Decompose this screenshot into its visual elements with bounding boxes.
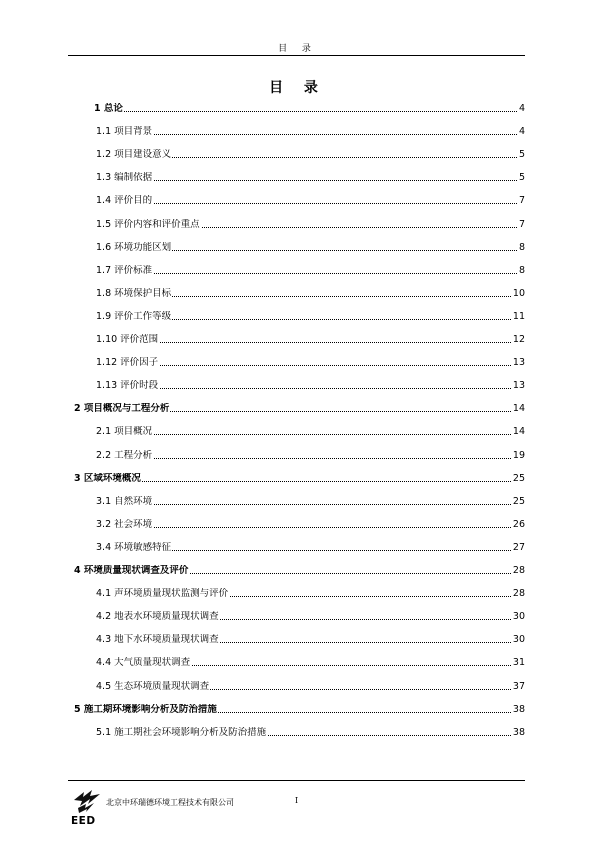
toc-entry[interactable] (96, 195, 525, 207)
toc-entry[interactable] (74, 403, 525, 415)
toc-entry-label: 1.10 评价范围 (96, 334, 159, 345)
toc-entry-label: 3.1 自然环境 (96, 496, 153, 507)
toc-entry-page: 12 (512, 334, 525, 345)
header-divider (68, 55, 525, 56)
toc-entry-page: 31 (512, 657, 525, 668)
toc-entry-page: 8 (518, 242, 525, 253)
toc-entry[interactable] (96, 357, 525, 369)
toc-entry[interactable] (94, 103, 525, 115)
toc-entry-label: 3.4 环境敏感特征 (96, 542, 172, 553)
toc-entry-label: 1.8 环境保护目标 (96, 288, 172, 299)
toc-entry-page: 13 (512, 357, 525, 368)
toc-entry-page: 28 (512, 588, 525, 599)
toc-leader-dots (96, 365, 525, 366)
toc-entry-page: 11 (512, 311, 525, 322)
toc-leader-dots (96, 342, 525, 343)
toc-entry-label: 1.3 编制依据 (96, 172, 153, 183)
toc-entry-label: 4.2 地表水环境质量现状调查 (96, 611, 219, 622)
toc-leader-dots (96, 180, 525, 181)
toc-entry[interactable] (74, 565, 525, 577)
toc-entry-page: 8 (518, 265, 525, 276)
toc-entry-page: 7 (518, 219, 525, 230)
toc-entry-label: 3 区域环境概况 (74, 473, 141, 484)
toc-leader-dots (96, 273, 525, 274)
toc-leader-dots (96, 527, 525, 528)
toc-leader-dots (96, 388, 525, 389)
toc-entry-page: 13 (512, 380, 525, 391)
toc-leader-dots (96, 434, 525, 435)
toc-entry[interactable] (96, 681, 525, 693)
toc-entry[interactable] (96, 149, 525, 161)
toc-entry-label: 4.3 地下水环境质量现状调查 (96, 634, 219, 645)
toc-entry[interactable] (96, 542, 525, 554)
footer-divider (68, 780, 525, 781)
toc-leader-dots (96, 134, 525, 135)
toc-entry-label: 1.7 评价标准 (96, 265, 153, 276)
toc-entry-page: 38 (512, 704, 525, 715)
toc-entry-label: 1.13 评价时段 (96, 380, 159, 391)
toc-entry-page: 7 (518, 195, 525, 206)
toc-entry-page: 14 (512, 403, 525, 414)
toc-entry-label: 1 总论 (94, 103, 123, 114)
toc-leader-dots (94, 111, 525, 112)
footer-page-number: I (295, 796, 299, 805)
toc-entry-page: 27 (512, 542, 525, 553)
toc-entry[interactable] (96, 634, 525, 646)
toc-leader-dots (96, 203, 525, 204)
toc-entry-page: 5 (518, 149, 525, 160)
page-header-title: 目 录 (278, 44, 317, 54)
toc-entry-label: 2.2 工程分析 (96, 450, 153, 461)
toc-entry-page: 38 (512, 727, 525, 738)
toc-entry-page: 14 (512, 426, 525, 437)
toc-entry-page: 5 (518, 172, 525, 183)
toc-entry-page: 28 (512, 565, 525, 576)
toc-entry-page: 10 (512, 288, 525, 299)
toc-entry-label: 1.4 评价目的 (96, 195, 153, 206)
toc-entry[interactable] (96, 519, 525, 531)
toc-entry-label: 2 项目概况与工程分析 (74, 403, 170, 414)
toc-entry[interactable] (74, 473, 525, 485)
toc-entry-label: 4.5 生态环境质量现状调查 (96, 681, 210, 692)
toc-entry-label: 5 施工期环境影响分析及防治措施 (74, 704, 217, 715)
toc-entry-page: 4 (518, 103, 525, 114)
toc-entry[interactable] (96, 311, 525, 323)
toc-entry[interactable] (96, 126, 525, 138)
toc-entry[interactable] (96, 496, 525, 508)
toc-entry[interactable] (96, 727, 525, 739)
toc-entry-label: 1.9 评价工作等级 (96, 311, 172, 322)
toc-entry[interactable] (96, 288, 525, 300)
toc-entry-label: 1.2 项目建设意义 (96, 149, 172, 160)
toc-entry[interactable] (96, 380, 525, 392)
toc-entry-label: 4 环境质量现状调查及评价 (74, 565, 189, 576)
toc-leader-dots (96, 504, 525, 505)
toc-entry-label: 1.1 项目背景 (96, 126, 153, 137)
toc-entry-label: 3.2 社会环境 (96, 519, 153, 530)
footer-company-name: 北京中环瑞德环境工程技术有限公司 (106, 798, 234, 807)
toc-entry-page: 26 (512, 519, 525, 530)
toc-entry-label: 5.1 施工期社会环境影响分析及防治措施 (96, 727, 267, 738)
toc-entry-page: 25 (512, 473, 525, 484)
toc-entry[interactable] (96, 242, 525, 254)
toc-entry[interactable] (96, 450, 525, 462)
toc-entry[interactable] (96, 265, 525, 277)
toc-entry-label: 4.4 大气质量现状调查 (96, 657, 191, 668)
toc-entry-label: 4.1 声环境质量现状监测与评价 (96, 588, 229, 599)
toc-entry[interactable] (96, 334, 525, 346)
toc-entry[interactable] (96, 426, 525, 438)
toc-entry-label: 1.5 评价内容和评价重点 (96, 219, 200, 230)
toc-entry-label: 1.12 评价因子 (96, 357, 159, 368)
footer-logo-text: EED (71, 815, 96, 827)
toc-entry[interactable] (96, 657, 525, 669)
toc-leader-dots (96, 458, 525, 459)
toc-title: 目 录 (269, 80, 326, 96)
toc-entry-page: 30 (512, 634, 525, 645)
toc-entry[interactable] (96, 588, 525, 600)
toc-entry-page: 37 (512, 681, 525, 692)
toc-entry-page: 30 (512, 611, 525, 622)
toc-entry[interactable] (96, 172, 525, 184)
toc-entry[interactable] (74, 704, 525, 716)
toc-entry-page: 4 (518, 126, 525, 137)
toc-entry-label: 1.6 环境功能区划 (96, 242, 172, 253)
toc-entry[interactable] (96, 611, 525, 623)
toc-entry-label: 2.1 项目概况 (96, 426, 153, 437)
toc-entry-page: 19 (512, 450, 525, 461)
toc-entry[interactable] (96, 219, 525, 231)
toc-entry-page: 25 (512, 496, 525, 507)
